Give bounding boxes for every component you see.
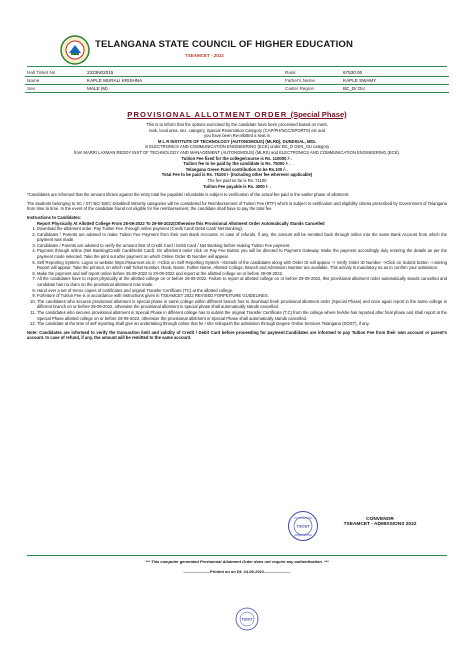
intro-line: rank, local area, sex, category, Special Reservation Category (CAP/PH/NCC/SPORTS) etc and xyxy=(148,127,326,133)
fee-line: The fee paid so far is Rs. 71100 xyxy=(207,177,267,183)
fee-line: Tuition Fee fixed for the college/course is Rs. 110000 /- . xyxy=(181,155,293,161)
note-verification: *Candidates are informed that the amount shown against the entry total fee payable/ refundable is subject to verification of the actual fee paid in the earlier phase of allotment. xyxy=(27,192,350,198)
list-item: 7. All the candidates have to report physically at the allotted college on or before 29-09-2022. Failure to report at allotted college on or before 29-09-2022, this provisional allotment order automatically stands cancelled and candidate has no claim on the provisional allotment now made. xyxy=(37,276,447,287)
seal-bottom-text: ADMISSIONS xyxy=(294,533,312,537)
title-phase: (Special Phase) xyxy=(290,110,347,119)
candidate-info-table xyxy=(25,69,449,93)
intro-line: you have been Re-allotted a seat in xyxy=(204,133,270,139)
table-row xyxy=(25,69,449,77)
convenor-title: CONVENOR xyxy=(366,517,394,522)
list-item: 8. Hand over a set of Xerox copies of certificates and original Transfer Certificate (TC) at the allotted college. xyxy=(37,288,447,294)
list-item: 10. The candidates who secures provisional allotment in special phase in same college within different branch has to download fresh provisional allotment order (Special Phase) and once again report in the same college in different branch on or before 29-09-2022, otherwise the provisional allotment in special phase shall automatically stands cancelled. xyxy=(37,299,447,310)
father-name-value: KAPLE SWAMY xyxy=(341,77,449,85)
father-name-label: Father's Name xyxy=(283,77,341,85)
fee-line: Total Fee to be paid is Rs. 75100 /- (Including other fee wherever applicable) xyxy=(161,172,313,178)
hall-ticket-label: Hall Ticket No xyxy=(25,69,85,77)
seal-mid-text: TSCET xyxy=(296,523,310,529)
intro-line: This is to inform that the options exercised by the candidate have been processed based on merit, xyxy=(146,122,328,127)
rank-label: Rank xyxy=(283,69,341,77)
convenor-seal-icon xyxy=(287,510,319,542)
college-name: M L R INSTITUTE OF TECHNOLOGY (AUTONOMOUS) (MLRD), DUNDIGAL, MDL xyxy=(157,138,317,144)
list-item: 9. Forfeiture of Tuition Fee is in accordance with instructions given in TSEAMCET 2022 REVISED FORFEITURE GUIDELINES. xyxy=(37,293,447,299)
sex-label: Sex xyxy=(25,85,85,93)
instructions-subheading: Report Physically At Allotted College From 25-09-2022 To 29-09-2022(Otherwise this Provisional Allotment Order Automatically Stands Cancelled xyxy=(37,220,325,226)
footer-divider xyxy=(27,555,447,556)
list-item: 11. The candidates who secures provisional allotment in Special Phase in different college has to submit the original Transfer Certificate (T.C) from the college where he/she has reported after final phase and shall report at the Special Phase allotted college on or before 29-09-2022, otherwise the provisional allotment in Special Phase shall automatically stands cancelled. xyxy=(37,310,447,321)
footer-printed-date: --------------------Printed on on Dt: 24-09-2022-------------------- xyxy=(183,569,291,574)
order-body xyxy=(27,122,447,341)
list-item: 3. Candidates / Parents are advised to verify the amount limit of Credit Card / Debit Card / Net Banking before making Tuition Fee payment. xyxy=(37,243,447,249)
exam-subtitle: TSEAMCET - 2022 xyxy=(185,53,224,58)
list-item: 1. Download the allotment order. Pay Tuition Fee, through online payment (Credit Card/ Debit Card/ Net Banking). xyxy=(37,226,447,232)
allotment-order-page xyxy=(25,25,449,645)
table-row xyxy=(25,77,449,85)
fee-line: Tuition fee to be paid by the candidate is Rs. 75000 /- . xyxy=(183,161,291,167)
footer-disclaimer: *** This computer generated Provisional Allotment Order does not require any authentication. *** xyxy=(145,559,329,564)
bottom-seal-icon xyxy=(235,607,259,631)
table-row xyxy=(25,85,449,93)
payment-note: Note: Candidates are informed to verify the transaction limit and validity of Credit / Debit Card before proceeding for payment.Candidates are informed to pay Tuition Fee from their own account or parent's account. In case of refund, if any, the amount will be remitted to the same account. xyxy=(27,329,447,341)
hall-ticket-value: 2323N02015 xyxy=(85,69,219,77)
note-reimbursement: The students belonging to SC / ST/ BC/ EBC/ Disabled/ Minority categories will be considered for Reimbursement of Tuition Fee (RTF) which is subject to verification and eligibility criteria prescribed by Government of Telangana from time to time. In the event of the candidate found not eligible for fee reimbursement, the candidate shall have to pay the total fee. xyxy=(27,200,447,212)
from-line: from MARRI LAXMAN REDDY INST OF TECHNOLOGY AND MANAGEMENT (AUTONOMOUS) (MLRS) and ELECTRONICS AND COMMUNICATION ENGINEERING (ECE). xyxy=(73,149,401,155)
caste-region-label: Caste/ Region xyxy=(283,85,341,93)
list-item: 5. Self Reporting System: Logon to website https://tseamcet.nic.in ->Click on Self Reporting System ->Details of the candidates along with Order ID will appear -> Verify Order ID Number ->Click on Submit button ->Joining Report will appear. Take the printout, on which Hall Ticket Number, Rank, Name, Father Name, Allotted College, Branch and Admission Number are available. This activity is mandatory so as to confirm your admission. xyxy=(37,260,447,271)
fee-line: Telangana Green Fund contribution to be Rs.100 /- . xyxy=(185,166,289,172)
instructions-heading: Instructions to Candidates: xyxy=(27,214,82,220)
branch-line: in ELECTRONICS AND COMMUNICATION ENGINEERING (ECE) under BC_D GEN_OU category xyxy=(144,144,330,150)
council-logo-icon xyxy=(60,35,90,65)
convenor-sub: TSEAMCET - ADMISSIONS 2022 xyxy=(343,522,417,527)
name-label: Name xyxy=(25,77,85,85)
list-item: 4. Payment through online (Net Banking/Credit Card/Debit Card). On allotment order click on Pay Fee Button you will be directed to Payment Gateway. Make the payment accordingly duly entering the details as per the payment mode selected. Take the print out after payment on which Online Order ID Number will appear. xyxy=(37,248,447,259)
list-item: 2. Candidates / Parents are advised to make Tuition Fee Payment from their own Bank Accounts. In case of refunds, if any, the amount will be remitted back through online into the same Bank Account from which the payment was made. xyxy=(37,232,447,243)
list-item: 6. Make the payment and self report online before 25-09-2022 to 29-09-2022 and report at the allotted college on or before 29-09-2022. xyxy=(37,271,447,277)
fee-line: Tuition Fee payable is Rs. 4000 /- . xyxy=(203,183,271,189)
council-name: TELANGANA STATE COUNCIL OF HIGHER EDUCATION xyxy=(95,39,353,50)
rank-value: 67530.00 xyxy=(341,69,449,77)
instructions-list xyxy=(27,226,447,327)
name-value: KAPLE MURALI KRISHNA xyxy=(85,77,219,85)
header-divider xyxy=(27,66,447,67)
list-item: 12. The candidate at the time of self reporting shall give an undertaking through online that he / she relinquish the admission through Degree Online Services Telangana (DOST), if any. xyxy=(37,321,447,327)
seal-mid-text: TSCET xyxy=(241,617,253,622)
page-title xyxy=(25,110,449,119)
title-main: PROVISIONAL ALLOTMENT ORDER xyxy=(127,110,288,119)
sex-value: MALE (M) xyxy=(85,85,219,93)
seal-top-text: CONVENOR xyxy=(294,516,312,520)
convenor-signature-block xyxy=(325,517,435,527)
caste-region-value: BC_D/ OU xyxy=(341,85,449,93)
